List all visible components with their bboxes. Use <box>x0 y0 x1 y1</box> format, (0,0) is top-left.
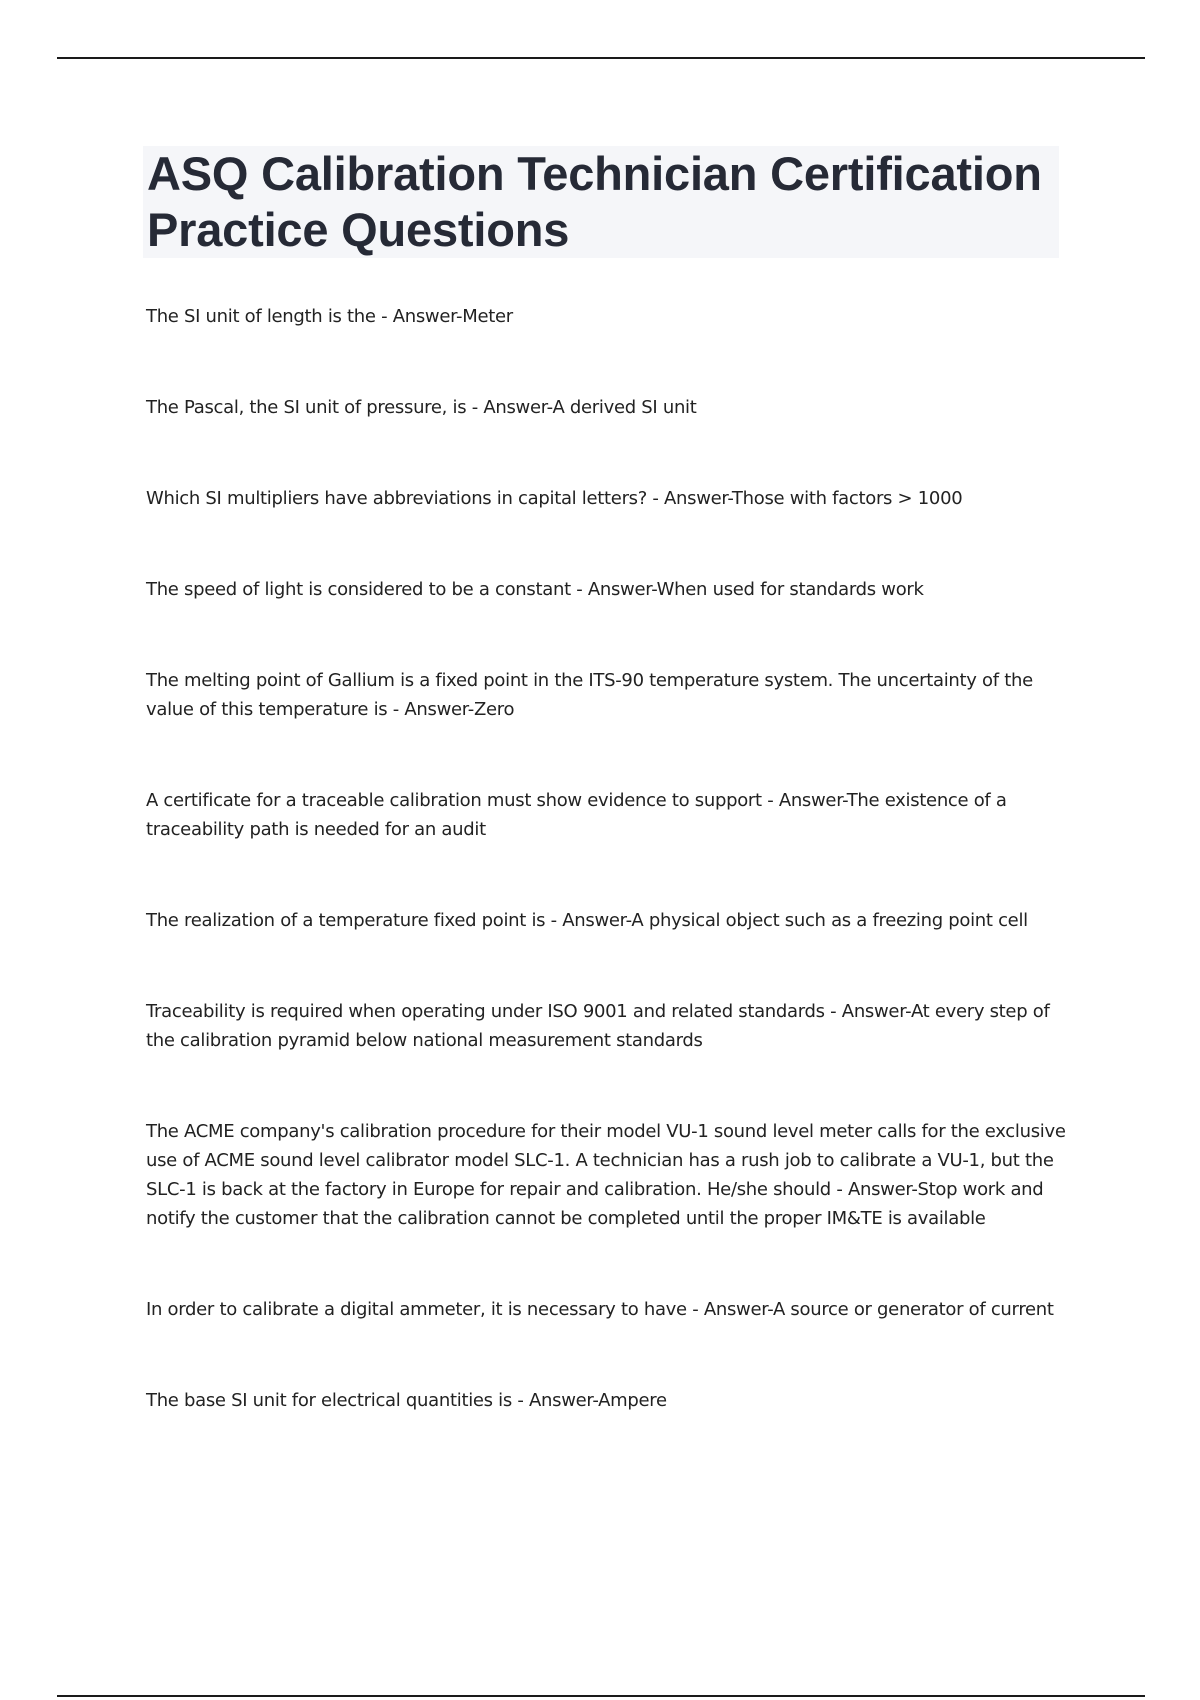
qa-item-1: The SI unit of length is the - Answer-Meter <box>146 306 513 327</box>
title-block <box>143 146 1059 258</box>
qa-item-10: In order to calibrate a digital ammeter, it is necessary to have - Answer-A source or generator of current <box>146 1299 1054 1320</box>
qa-item-5: The melting point of Gallium is a fixed point in the ITS-90 temperature system. The uncertainty of the value of this temperature is - Answer-Zero <box>146 670 1033 720</box>
question-answer-list <box>146 302 1066 1415</box>
qa-item-6: A certificate for a traceable calibration must show evidence to support - Answer-The existence of a traceability path is needed for an audit <box>146 790 1007 840</box>
bottom-divider <box>57 1695 1145 1697</box>
qa-item-11: The base SI unit for electrical quantities is - Answer-Ampere <box>146 1390 667 1411</box>
qa-item-8: Traceability is required when operating under ISO 9001 and related standards - Answer-At every step of the calibration pyramid below national measurement standards <box>146 1001 1050 1051</box>
qa-item-7: The realization of a temperature fixed point is - Answer-A physical object such as a freezing point cell <box>146 910 1028 931</box>
top-divider <box>57 57 1145 59</box>
qa-item-3: Which SI multipliers have abbreviations in capital letters? - Answer-Those with factors > 1000 <box>146 488 963 509</box>
qa-item-4: The speed of light is considered to be a constant - Answer-When used for standards work <box>146 579 924 600</box>
qa-item-9: The ACME company's calibration procedure for their model VU-1 sound level meter calls for the exclusive use of ACME sound level calibrator model SLC-1. A technician has a rush job to calibrate a VU-1, but the SLC-1 is back at the factory in Europe for repair and calibration. He/she should - Answer-Stop work and notify the customer that the calibration cannot be completed until the proper IM&TE is available <box>146 1121 1066 1229</box>
document-title: ASQ Calibration Technician Certification Practice Questions <box>147 147 1042 256</box>
qa-item-2: The Pascal, the SI unit of pressure, is - Answer-A derived SI unit <box>146 397 697 418</box>
